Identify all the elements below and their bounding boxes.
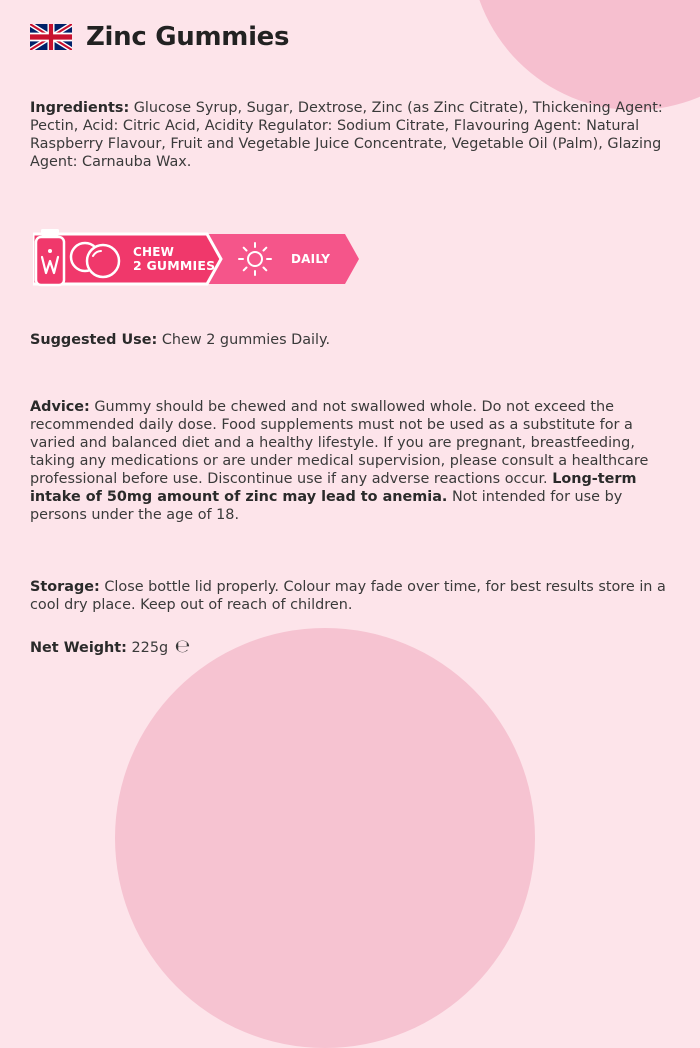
net-weight-label: Net Weight: [30, 640, 127, 656]
ingredients-section [30, 99, 670, 171]
daily-arrow-shape [203, 234, 359, 284]
suggested-use-label: Suggested Use: [30, 332, 158, 348]
header [30, 22, 289, 52]
advice-warning: Long-term intake of 50mg amount of zinc may lead to anemia. [30, 471, 637, 505]
suggested-use-section [30, 331, 670, 349]
chew-step-text [133, 245, 215, 273]
suggested-use-text: Chew 2 gummies Daily. [157, 332, 331, 348]
usage-banner [33, 229, 363, 289]
decorative-circle-top [470, 0, 700, 110]
storage-label: Storage: [30, 579, 100, 595]
ingredients-label: Ingredients: [30, 100, 130, 116]
daily-step-text: DAILY [291, 252, 331, 266]
advice-label: Advice: [30, 399, 90, 415]
page-title: Zinc Gummies [86, 22, 290, 52]
storage-text: Close bottle lid properly. Colour may fade over time, for best results store in a cool dry place. Keep out of reach of children. [30, 579, 666, 613]
uk-flag-icon [30, 24, 72, 50]
bottle-logo-icon [36, 229, 64, 285]
ingredients-text: Glucose Syrup, Sugar, Dextrose, Zinc (as Zinc Citrate), Thickening Agent: Pectin, Acid: Citric Acid, Acidity Regulator: Sodium Citrate, Flavouring Agent: Natural Raspberry Flavour, Fruit and Vegetable Juice Concentrate, Vegetable Oil (Palm), Glazing Agent: Carnauba Wax. [30, 100, 663, 170]
net-weight-section [30, 638, 670, 657]
net-weight-value: 225g [126, 640, 169, 656]
advice-section [30, 398, 670, 524]
advice-text: Gummy should be chewed and not swallowed whole. Do not exceed the recommended daily dose. Food supplements must not be used as a substitute for a varied and balanced diet and a healthy lifestyle. If you are pregnant, breastfeeding, taking any medications or are under medical supervision, please consult a healthcare professional before use. Discontinue use if any adverse reactions occur. [30, 399, 649, 487]
advice-text-after: Not intended for use by persons under the age of 18. [30, 489, 623, 523]
chew-step-line2: 2 GUMMIES [133, 258, 216, 273]
decorative-circle-bottom [115, 628, 535, 1048]
storage-section [30, 578, 670, 614]
chew-step-line1: CHEW [133, 245, 175, 259]
estimated-sign-icon: ℮ [174, 636, 191, 657]
